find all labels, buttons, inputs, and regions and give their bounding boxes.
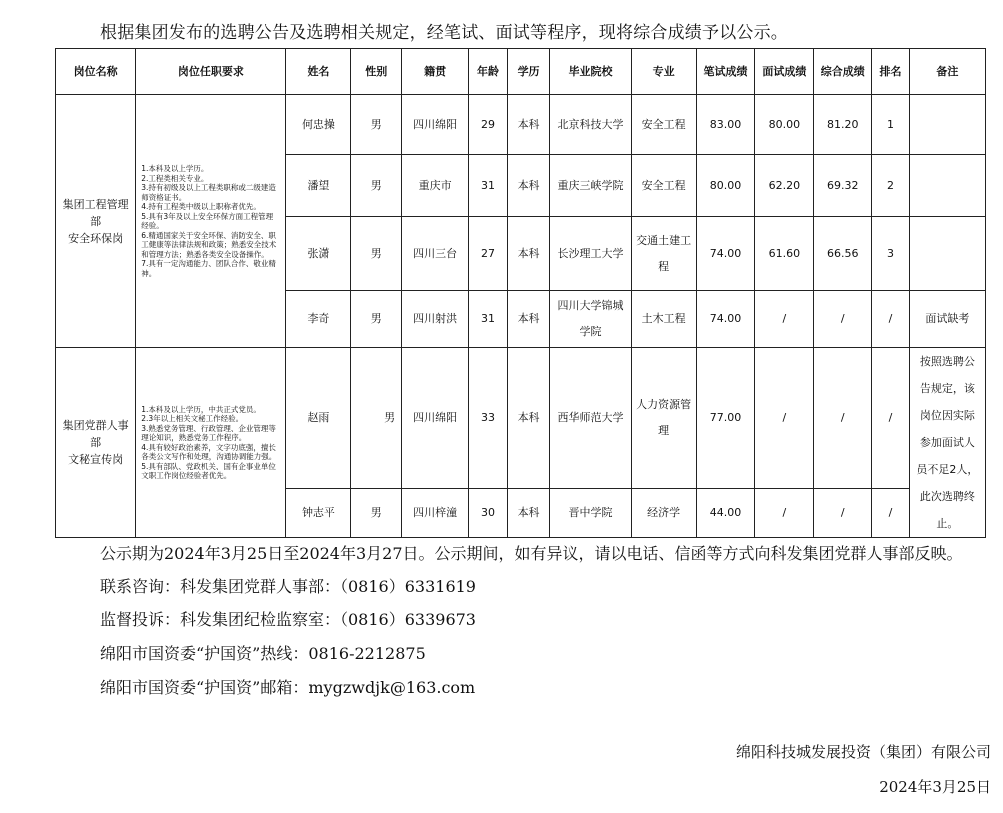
total-score-cell: 69.32 [814,155,872,217]
position-cell: 集团党群人事部 文秘宣传岗 [56,348,136,538]
name-cell: 潘望 [286,155,351,217]
rank-cell: / [872,291,910,348]
interview-score-cell: 61.60 [755,217,814,291]
requirement-item: 3.持有初级及以上工程类职称或二级建造师资格证书。 [141,183,276,202]
header-gender: 性别 [351,49,402,95]
age-cell: 30 [469,488,508,537]
major-cell: 交通土建工程 [631,217,696,291]
age-cell: 33 [469,348,508,489]
remark-cell [909,217,985,291]
education-cell: 本科 [507,155,550,217]
requirement-item: 1.本科及以上学历，中共正式党员。 [141,404,261,414]
education-cell: 本科 [507,95,550,155]
gender-cell: 男 [351,291,402,348]
school-cell: 四川大学锦城学院 [550,291,631,348]
total-score-cell: 66.56 [814,217,872,291]
header-interview-score: 面试成绩 [755,49,814,95]
remark-cell [909,155,985,217]
interview-score-cell: / [755,348,814,489]
written-score-cell: 74.00 [696,217,755,291]
education-cell: 本科 [507,348,550,489]
hotline-line: 绵阳市国资委“护国资”热线：0816-2212875 [100,644,426,663]
interview-score-cell: 80.00 [755,95,814,155]
remark-cell: 面试缺考 [909,291,985,348]
origin-cell: 四川射洪 [402,291,469,348]
interview-score-cell: 62.20 [755,155,814,217]
name-cell: 李奇 [286,291,351,348]
header-education: 学历 [507,49,550,95]
requirement-item: 5.具有部队、党政机关、国有企事业单位文职工作岗位经验者优先。 [141,461,276,480]
header-origin: 籍贯 [402,49,469,95]
header-rank: 排名 [872,49,910,95]
mailbox-line: 绵阳市国资委“护国资”邮箱：mygzwdjk@163.com [100,678,476,697]
header-position: 岗位名称 [56,49,136,95]
gender-cell: 男 [351,488,402,537]
header-age: 年龄 [469,49,508,95]
requirements-cell [136,95,286,348]
name-cell: 钟志平 [286,488,351,537]
written-score-cell: 80.00 [696,155,755,217]
requirement-item: 2.3年以上相关文秘工作经验。 [141,414,244,423]
remark-cell: 按照选聘公告规定，该岗位因实际参加面试人员不足2人，此次选聘终止。 [909,348,985,538]
name-cell: 张潇 [286,217,351,291]
major-cell: 安全工程 [631,95,696,155]
rank-cell: / [872,488,910,537]
gender-cell: 男 [351,217,402,291]
age-cell: 29 [469,95,508,155]
organization-signature: 绵阳科技城发展投资（集团）有限公司 [735,743,991,761]
school-cell: 长沙理工大学 [550,217,631,291]
name-cell: 何忠操 [286,95,351,155]
written-score-cell: 74.00 [696,291,755,348]
major-cell: 安全工程 [631,155,696,217]
position-cell: 集团工程管理部 安全环保岗 [56,95,136,348]
education-cell: 本科 [507,217,550,291]
contact-line: 联系咨询：科发集团党群人事部：（0816）6331619 [100,577,476,596]
total-score-cell: / [814,348,872,489]
table-row [56,95,986,155]
origin-cell: 四川绵阳 [402,348,469,489]
school-cell: 西华师范大学 [550,348,631,489]
header-name: 姓名 [286,49,351,95]
origin-cell: 四川绵阳 [402,95,469,155]
written-score-cell: 44.00 [696,488,755,537]
signature-date: 2024年3月25日 [879,778,991,796]
requirement-item: 4.持有工程类中级以上职称者优先。 [141,202,261,211]
header-total-score: 综合成绩 [814,49,872,95]
name-cell: 赵雨 [286,348,351,489]
requirement-item: 5.具有3年及以上安全环保方面工程管理经验。 [141,211,274,230]
school-cell: 晋中学院 [550,488,631,537]
major-cell: 经济学 [631,488,696,537]
supervise-line: 监督投诉：科发集团纪检监察室：（0816）6339673 [100,610,476,629]
rank-cell: / [872,348,910,489]
age-cell: 31 [469,291,508,348]
education-cell: 本科 [507,291,550,348]
origin-cell: 四川三台 [402,217,469,291]
interview-score-cell: / [755,291,814,348]
results-table [55,48,986,538]
total-score-cell: / [814,291,872,348]
school-cell: 北京科技大学 [550,95,631,155]
gender-cell: 男 [351,155,402,217]
header-major: 专业 [631,49,696,95]
written-score-cell: 77.00 [696,348,755,489]
school-cell: 重庆三峡学院 [550,155,631,217]
interview-score-cell: / [755,488,814,537]
education-cell: 本科 [507,488,550,537]
rank-cell: 1 [872,95,910,155]
major-cell: 人力资源管理 [631,348,696,489]
header-school: 毕业院校 [550,49,631,95]
requirement-item: 6.精通国家关于安全环保、消防安全、职工健康等法律法规和政策；熟悉安全技术和管理方法；熟悉各类安全设备操作。 [141,230,277,259]
requirement-item: 1.本科及以上学历。 [141,164,209,173]
age-cell: 27 [469,217,508,291]
table-row [56,348,986,489]
total-score-cell: 81.20 [814,95,872,155]
major-cell: 土木工程 [631,291,696,348]
requirement-item: 7.具有一定沟通能力、团队合作、敬业精神。 [141,259,276,278]
rank-cell: 2 [872,155,910,217]
gender-cell: 男 [351,95,402,155]
origin-cell: 四川梓潼 [402,488,469,537]
age-cell: 31 [469,155,508,217]
requirement-item: 3.熟悉党务管理、行政管理、企业管理等理论知识，熟悉党务工作程序。 [141,423,276,442]
rank-cell: 3 [872,217,910,291]
header-requirements: 岗位任职要求 [136,49,286,95]
requirement-item: 4.具有较好政治素养，文字功底强，擅长各类公文写作和处理，沟通协调能力强。 [141,442,277,461]
total-score-cell: / [814,488,872,537]
intro-text: 根据集团发布的选聘公告及选聘相关规定，经笔试、面试等程序，现将综合成绩予以公示。 [100,23,788,43]
notice-text: 公示期为2024年3月25日至2024年3月27日。公示期间，如有异议，请以电话、信函等方式向科发集团党群人事部反映。 [100,544,963,563]
gender-cell: 男 [351,348,402,489]
written-score-cell: 83.00 [696,95,755,155]
requirements-cell [136,348,286,538]
table-header-row [56,49,986,95]
remark-cell [909,95,985,155]
requirement-item: 2.工程类相关专业。 [141,173,209,183]
origin-cell: 重庆市 [402,155,469,217]
header-written-score: 笔试成绩 [696,49,755,95]
header-remark: 备注 [909,49,985,95]
